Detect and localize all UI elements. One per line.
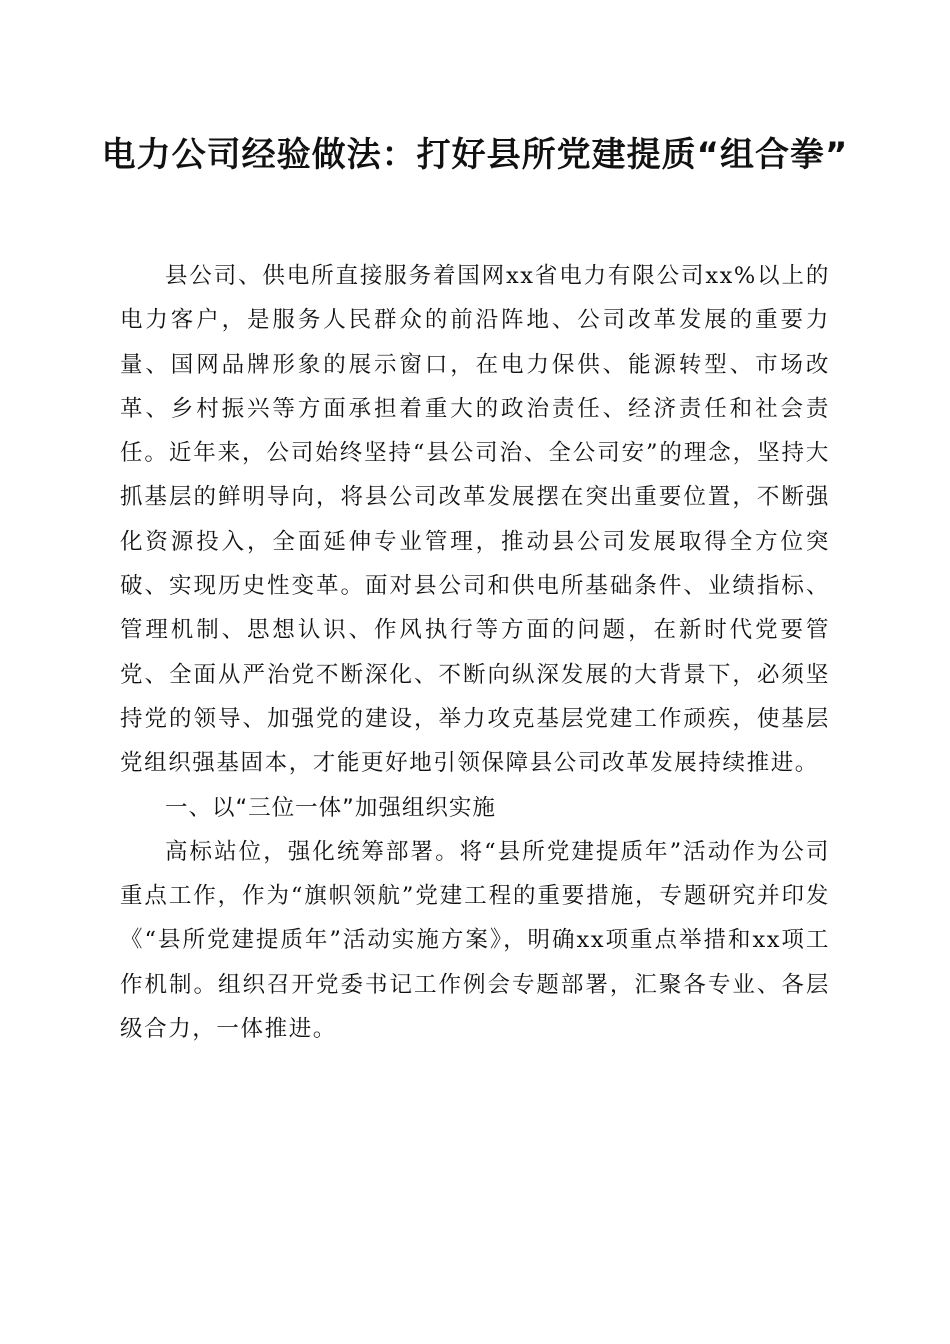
document-title: 电力公司经验做法：打好县所党建提质“组合拳”: [101, 135, 849, 175]
document-body: [120, 254, 830, 1051]
intro-paragraph: 县公司、供电所直接服务着国网xx省电力有限公司xx%以上的电力客户，是服务人民群众的前沿阵地、公司改革发展的重要力量、国网品牌形象的展示窗口，在电力保供、能源转型、市场改革、乡村振兴等方面承担着重大的政治责任、经济责任和社会责任。近年来，公司始终坚持“县公司治、全公司安”的理念，坚持大抓基层的鲜明导向，将县公司改革发展摆在突出重要位置，不断强化资源投入，全面延伸专业管理，推动县公司发展取得全方位突破、实现历史性变革。面对县公司和供电所基础条件、业绩指标、管理机制、思想认识、作风执行等方面的问题，在新时代党要管党、全面从严治党不断深化、不断向纵深发展的大背景下，必须坚持党的领导、加强党的建设，举力攻克基层党建工作顽疾，使基层党组织强基固本，才能更好地引领保障县公司改革发展持续推进。: [120, 263, 830, 777]
section-paragraph: 高标站位，强化统筹部署。将“县所党建提质年”活动作为公司重点工作，作为“旗帜领航”党建工程的重要措施，专题研究并印发《“县所党建提质年”活动实施方案》，明确xx项重点举措和xx项工作机制。组织召开党委书记工作例会专题部署，汇聚各专业、各层级合力，一体推进。: [120, 838, 830, 1043]
section-heading: 一、以“三位一体”加强组织实施: [165, 794, 496, 821]
